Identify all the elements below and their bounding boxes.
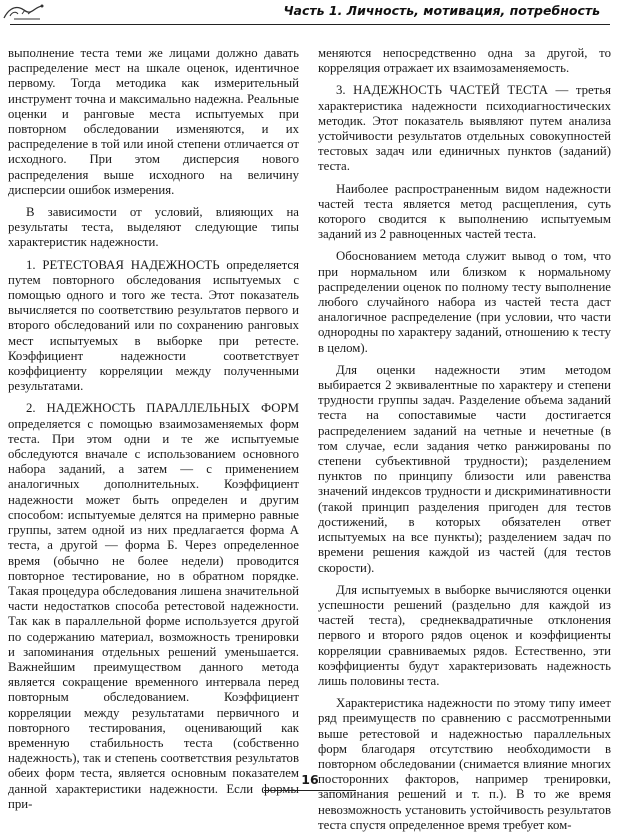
header-rule [10,24,610,25]
decorative-dragon-logo-icon [2,2,46,22]
header-title: Часть 1. Личность, мотивация, потребность [283,3,600,18]
paragraph: Для оценки надежности этим методом выбирается 2 эквивалентные по характеру и степени трудности группы задач. Разделение объема заданий теста на сопоставимые части достигается распределением заданий на четные и нечетные (в том случае, если задания четко ранжированы по степени субъективной трудности); разделением пунктов по принципу близости или равенства значений индексов трудности и дискриминативности (такой принцип разделения пригоден для тестов достижений, в которых обязателен ответ испытуемых на все пункты); разделением задач по времени решения каждой из частей (для тестов скорости). [318,362,611,575]
left-column [8,46,299,812]
running-header [0,0,620,26]
paragraph: Наиболее распространенным видом надежности частей теста является метод расщепления, суть которого сводится к выполнению испытуемым заданий из 2 равноценных частей теста. [318,181,611,242]
paragraph: В зависимости от условий, влияющих на результаты теста, выделяют следующие типы характеристик надежности. [8,205,299,250]
right-column [318,46,611,833]
paragraph: 3. НАДЕЖНОСТЬ ЧАСТЕЙ ТЕСТА — третья характеристика надежности психодиагностических методик. Этот показатель выявляют путем анализа устойчивости результатов отдельных совокупностей тестовых задач или единичных пунктов (заданий) теста. [318,83,611,174]
paragraph: Для испытуемых в выборке вычисляются оценки успешности решений (раздельно для каждой из частей теста), среднеквадратичные отклонения первого и второго рядов оценок и коэффициенты корреляции сравниваемых рядов. Естественно, эти коэффициенты будут характеризовать надежность лишь половины теста. [318,582,611,688]
paragraph: выполнение теста теми же лицами должно давать распределение мест на шкале оценок, идентичное первому. Тогда методика как измерительный инструмент точна и максимально надежна. Реальные оценки и ранговые места испытуемых при повторном обследовании изменяются, и их распределение в той или иной степени отличается от исходного. При этом дисперсия нового распределения выше исходного на величину дисперсии ошибок измерения. [8,46,299,197]
paragraph: меняются непосредственно одна за другой, то корреляция отражает их взаимозаменяемость. [318,46,611,76]
paragraph: Обоснованием метода служит вывод о том, что при нормальном или близком к нормальному распределении оценок по полному тесту выполнение любого случайного набора из частей теста даст аналогичное распределение (при условии, что части однородны по характеру заданий, отношению к тесту в целом). [318,249,611,355]
page-number: 16 [301,772,319,787]
footer-rule [264,790,356,791]
paragraph: 2. НАДЕЖНОСТЬ ПАРАЛЛЕЛЬНЫХ ФОРМ определяется с помощью взаимозаменяемых форм теста. При этом одни и те же испытуемые обследуются вначале с использованием основного набора заданий, а затем — с применением аналогичных дополнительных. Коэффициент надежности может быть определен и другим способом: испытуемые делятся на примерно равные группы, затем одной из них предлагается форма А теста, а другой — форма Б. Через определенное время (обычно не более недели) проводится повторное тестирование, но в обратном порядке. Такая процедура обследования лишена значительной части недостатков способа ретестовой надежности. Так как в параллельной форме используется другой по содержанию материал, возможность тренировки и запоминания отдельных решений уменьшается. Важнейшим преимуществом данного метода является сокращение временного интервала перед повторным обследованием. Коэффициент корреляции между результатами первичного и повторного тестирования, оценивающий как временную стабильность теста (собственно надежность), так и степень соответствия результатов обеих форм теста, является основным показателем данной характеристики надежности. Если формы при- [8,401,299,811]
paragraph: Характеристика надежности по этому типу имеет ряд преимуществ по сравнению с рассмотренными выше ретестовой и надежностью параллельных форм благодаря отсутствию необходимости в повторном обследовании (снимается влияние многих посторонних факторов, например тренировки, запоминания решений и т. п.). В то же время невозможность установить устойчивость результатов теста спустя определенное время требует ком- [318,696,611,832]
paragraph: 1. РЕТЕСТОВАЯ НАДЕЖНОСТЬ определяется путем повторного обследования испытуемых с помощью одного и того же теста. Этот показатель вычисляется по соответствию результатов первого и второго обследований или по сохранению ранговых мест испытуемых в выборке при ретесте. Коэффициент надежности соответствует коэффициенту корреляции между полученными результатами. [8,257,299,394]
